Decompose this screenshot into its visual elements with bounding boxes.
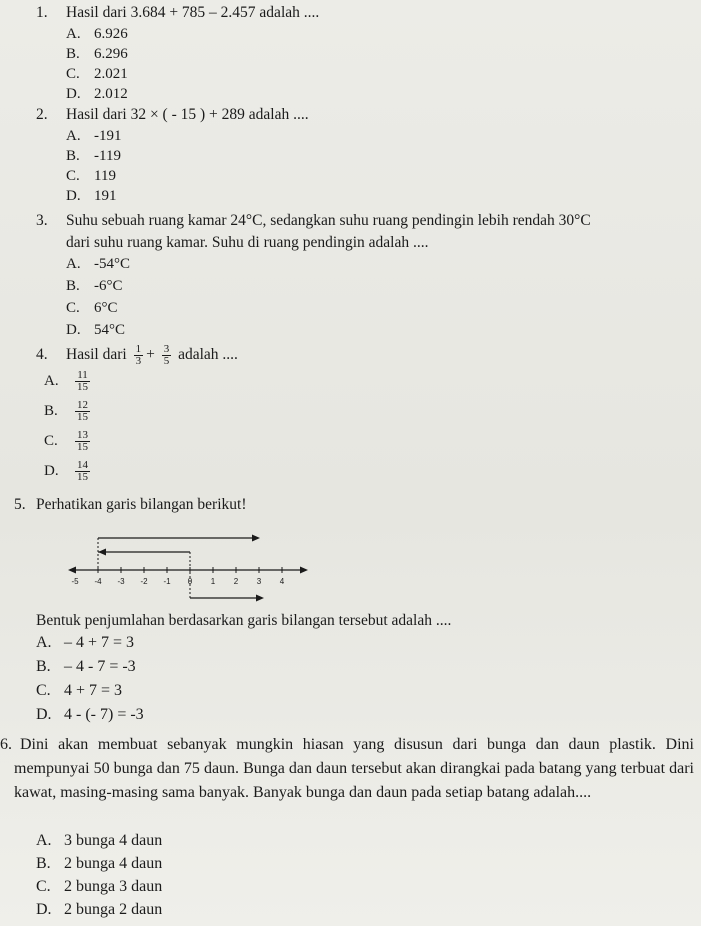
fraction-one-third (134, 344, 144, 367)
option-text: 3 bunga 4 daun (64, 832, 163, 849)
q5-option-a[interactable] (36, 634, 134, 652)
question-text: Bentuk penjumlahan berdasarkan garis bilangan tersebut adalah .... (36, 612, 452, 629)
fraction-denominator: 15 (77, 381, 88, 393)
q1-option-c[interactable] (66, 66, 128, 83)
tick-label: 4 (279, 577, 285, 586)
option-text: 2.021 (94, 66, 128, 82)
q1-option-d[interactable] (66, 86, 128, 103)
question-text: Dini akan membuat sebanyak mungkin hiasan yang disusun dari bunga dan daun plastik. Dini mempunyai 50 bunga dan 75 daun. Bunga dan daun tersebut akan dirangkai pada batang yang terbuat dari kawat, masing-masing sama banyak. Banyak bunga dan daun pada setiap batang adalah.... (14, 736, 694, 801)
option-text: 2 bunga 4 daun (64, 855, 163, 872)
tick-label: -5 (71, 577, 79, 586)
option-fraction (75, 430, 90, 453)
question-number: 1. (36, 4, 48, 21)
question-6 (0, 733, 694, 805)
q6-option-c[interactable] (36, 878, 162, 896)
option-text: -191 (94, 128, 122, 144)
question-text: Hasil dari 32 × ( - 15 ) + 289 adalah .... (66, 106, 309, 123)
option-text: – 4 + 7 = 3 (64, 634, 135, 651)
option-text: 4 + 7 = 3 (64, 682, 123, 699)
option-text: 2.012 (94, 86, 128, 102)
q2-option-d[interactable] (66, 188, 117, 205)
fraction-numerator: 11 (77, 369, 88, 381)
option-letter: D. (66, 188, 81, 204)
option-letter: D. (44, 462, 59, 479)
option-letter: C. (66, 168, 80, 184)
q3-option-a[interactable] (66, 256, 130, 273)
option-letter: B. (44, 402, 58, 419)
tick-label: 0 (187, 577, 193, 586)
question-3-line-2 (66, 234, 428, 252)
option-letter: A. (66, 26, 81, 42)
question-text: Suhu sebuah ruang kamar 24°C, sedangkan suhu ruang pendingin lebih rendah 30°C (66, 212, 591, 229)
q4-option-b[interactable] (44, 400, 93, 423)
option-letter: A. (66, 256, 81, 272)
fraction-numerator: 3 (163, 343, 170, 355)
option-letter: C. (44, 432, 58, 449)
option-text: -119 (94, 148, 121, 164)
question-text: Hasil dari (66, 346, 127, 364)
plus-sign: + (146, 346, 155, 364)
option-letter: A. (66, 128, 81, 144)
option-text: 2 bunga 2 daun (64, 901, 163, 918)
option-text: 54°C (94, 322, 126, 338)
option-letter: A. (36, 832, 52, 849)
option-letter: D. (36, 706, 52, 723)
tick-label: -1 (163, 577, 171, 586)
q2-option-a[interactable] (66, 128, 122, 145)
fraction-three-fifths (162, 344, 172, 367)
option-text: – 4 - 7 = -3 (64, 658, 136, 675)
question-text: Hasil dari 3.684 + 785 – 2.457 adalah .... (66, 4, 320, 21)
question-text: Perhatikan garis bilangan berikut! (36, 496, 247, 513)
fraction-denominator: 5 (163, 355, 170, 367)
question-number: 6. (0, 736, 12, 753)
option-text: 4 - (- 7) = -3 (64, 706, 144, 723)
option-letter: C. (66, 66, 80, 82)
fraction-numerator: 13 (77, 429, 88, 441)
q1-option-a[interactable] (66, 26, 128, 43)
option-text: 6.296 (94, 46, 128, 62)
question-text: dari suhu ruang kamar. Suhu di ruang pendingin adalah .... (66, 234, 429, 251)
question-1 (36, 4, 319, 22)
q3-option-b[interactable] (66, 278, 123, 295)
option-letter: B. (66, 148, 80, 164)
q5-option-b[interactable] (36, 658, 136, 676)
option-letter: B. (66, 278, 80, 294)
question-number: 4. (36, 346, 48, 364)
q5-option-c[interactable] (36, 682, 122, 700)
question-5-prompt (36, 612, 451, 630)
q3-option-c[interactable] (66, 300, 118, 317)
option-letter: D. (66, 322, 81, 338)
q2-option-b[interactable] (66, 148, 121, 165)
arrow-head-left (98, 549, 106, 556)
q5-option-d[interactable] (36, 706, 144, 724)
question-4 (36, 344, 238, 367)
option-text: -54°C (94, 256, 130, 272)
question-number: 3. (36, 212, 48, 229)
tick-label: 3 (256, 577, 262, 586)
q6-option-b[interactable] (36, 855, 162, 873)
question-number: 2. (36, 106, 48, 123)
q1-option-b[interactable] (66, 46, 128, 63)
fraction-numerator: 12 (77, 399, 88, 411)
q6-option-a[interactable] (36, 832, 162, 850)
option-letter: C. (36, 878, 51, 895)
question-3 (36, 212, 591, 230)
option-letter: C. (36, 682, 51, 699)
question-text: adalah .... (178, 346, 238, 364)
option-text: 6.926 (94, 26, 128, 42)
option-letter: D. (66, 86, 81, 102)
tick-label: -2 (140, 577, 148, 586)
q3-option-d[interactable] (66, 322, 125, 339)
option-text: 191 (94, 188, 117, 204)
arrow-bottom-head (256, 595, 264, 602)
option-text: 6°C (94, 300, 118, 316)
option-letter: A. (44, 372, 59, 389)
number-line-figure (66, 524, 326, 614)
option-fraction (75, 460, 90, 483)
axis-head-right (300, 567, 308, 574)
fraction-denominator: 15 (77, 441, 88, 453)
option-letter: D. (36, 901, 52, 918)
question-2 (36, 106, 309, 124)
option-letter: B. (66, 46, 80, 62)
option-letter: C. (66, 300, 80, 316)
option-fraction (75, 400, 90, 423)
arrow-head-right (252, 535, 260, 542)
tick-label: 2 (233, 577, 239, 586)
q2-option-c[interactable] (66, 168, 116, 185)
fraction-denominator: 15 (77, 411, 88, 423)
fraction-denominator: 15 (77, 471, 88, 483)
option-fraction (75, 370, 90, 393)
option-text: 2 bunga 3 daun (64, 878, 163, 895)
tick-label: -3 (117, 577, 125, 586)
option-letter: B. (36, 855, 51, 872)
question-number: 5. (14, 496, 26, 513)
tick-label: -4 (94, 577, 102, 586)
fraction-numerator: 14 (77, 459, 88, 471)
fraction-denominator: 3 (135, 355, 142, 367)
q6-option-d[interactable] (36, 901, 162, 919)
option-text: 119 (94, 168, 116, 184)
q4-option-a[interactable] (44, 370, 93, 393)
option-letter: A. (36, 634, 52, 651)
fraction-numerator: 1 (135, 343, 142, 355)
q4-option-c[interactable] (44, 430, 93, 453)
option-text: -6°C (94, 278, 123, 294)
option-letter: B. (36, 658, 51, 675)
q4-option-d[interactable] (44, 460, 93, 483)
question-5 (14, 496, 246, 514)
tick-label: 1 (210, 577, 216, 586)
